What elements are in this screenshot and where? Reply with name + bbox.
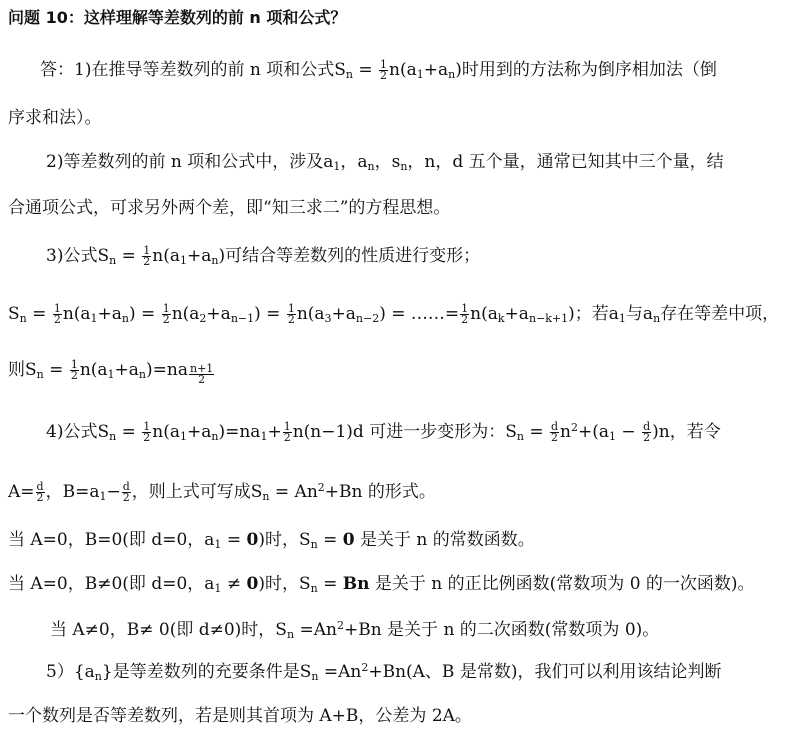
case-2: 当 A=0，B≠0(即 d=0，$a_1 \ne 0$)时，$S_n = Bn$ 是关于 n 的正比例函数(常数项为 0 的一次函数)。	[8, 574, 755, 595]
answer-5-line-2: 一个数列是否等差数列，若是则其首项为 A+B，公差为 2A。	[8, 706, 472, 726]
answer-5-line-1: $5)\{a_n\}$是等差数列的充要条件是$S_n =An^2+Bn(A$、B 是常数)，我们可以利用该结论判断	[46, 661, 722, 683]
answer-1-line-1: 答：1)在推导等差数列的前 n 项和公式$S_n$ = $\frac{1}{2}$ $n(a_1+a_n)$时用到的方法称为倒序相加法（倒	[40, 58, 717, 82]
question-title: 问题 10：这样理解等差数列的前 n 项和公式？	[8, 8, 347, 27]
answer-2-line-1: 2)等差数列的前 n 项和公式中，涉及$a_1$，$a_n$，$s_n$，n，d 五个量，通常已知其中三个量，结	[46, 152, 724, 173]
answer-4-line-1: 4)公式$S_n$ = $\frac{1}{2}$ $n(a_1+a_n)=na_1+$ $\frac{1}{2}$ n(n−1)d 可进一步变形为：$S_n$ = $\frac{d}{2}$ $n^2+(a_1$ − $\frac{d}{2}$ )n，若令	[46, 420, 721, 444]
answer-1-line-2: 序求和法）。	[8, 108, 102, 128]
answer-3-formula-2: 则$S_n$ = $\frac{1}{2}$ $n(a_1+a_n)=na$ $\frac{n+1}{2}$	[8, 358, 214, 386]
case-3: 当 A≠0，B≠ 0(即 d≠0)时，$S_n =An^2+Bn$ 是关于 n 的二次函数(常数项为 0)。	[50, 619, 660, 641]
answer-3-formula-chain: $S_n$ = $\frac{1}{2}$ $n(a_1+a_n)$ = $\frac{1}{2}$ $n(a_2+a_{n-1})$ = $\frac{1}{2}$ $n(a_3+a_{n-2})$ = ……= $\frac{1}{2}$ $n(a_k+a_{n-k+1})$；若$a_1$与$a_n$存在等差中项，	[8, 302, 780, 326]
answer-3-line-1: 3)公式$S_n$ = $\frac{1}{2}$ $n(a_1+a_n)$可结合等差数列的性质进行变形；	[46, 244, 481, 268]
answer-4-line-2: A= $\frac{d}{2}$ ，$B=a_1-$ $\frac{d}{2}$ ，则上式可写成$S_n = An^2+Bn$ 的形式。	[8, 480, 436, 504]
case-1: 当 A=0，B=0(即 d=0，$a_1 = 0$)时，$S_n = 0$ 是关于 n 的常数函数。	[8, 530, 535, 551]
answer-2-line-2: 合通项公式，可求另外两个差，即“知三求二”的方程思想。	[8, 198, 451, 218]
